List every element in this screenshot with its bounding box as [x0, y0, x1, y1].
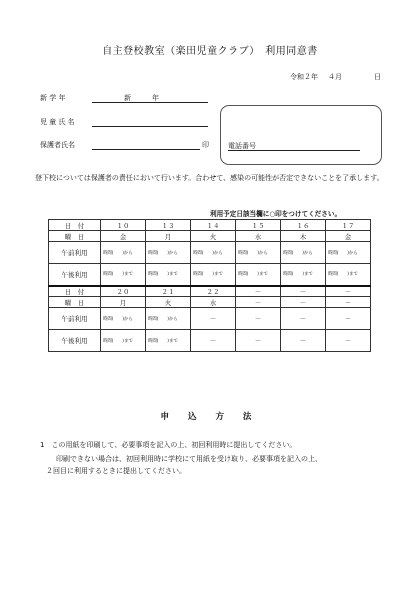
- date-era-year: 令和２年: [290, 73, 318, 81]
- week1-dates-cell: １０: [101, 220, 146, 231]
- week2-weekdays-cell: 月: [101, 297, 146, 308]
- phone-box: [220, 105, 382, 165]
- week2-am-row: [49, 308, 371, 330]
- phone-label: 電話番号: [228, 142, 256, 150]
- week1-pm-cell[interactable]: 時間( )まで: [326, 264, 371, 286]
- week1-am-cell[interactable]: 時間( )から: [326, 242, 371, 264]
- week2-pm-cell: －: [326, 330, 371, 352]
- week1-dates-cell: １５: [236, 220, 281, 231]
- week2-weekdays-cell: －: [326, 297, 371, 308]
- week2-dates-cell: ２２: [191, 286, 236, 297]
- application-heading: 申 込 方 法: [160, 412, 260, 422]
- week1-dates-cell: １３: [146, 220, 191, 231]
- row-label-am: 午前利用: [49, 308, 101, 330]
- week2-weekdays-cell: －: [236, 297, 281, 308]
- row-label-weekday: 曜 日: [49, 297, 101, 308]
- week2-am-cell: －: [326, 308, 371, 330]
- week2-date-row: [49, 286, 371, 297]
- week2-dates-cell: －: [281, 286, 326, 297]
- week2-am-cell[interactable]: 時間( )から: [146, 308, 191, 330]
- row-label-date: 日 付: [49, 220, 101, 231]
- week2-weekdays-cell: －: [281, 297, 326, 308]
- week1-weekdays-cell: 金: [326, 231, 371, 242]
- new-grade-value: 新 年: [124, 94, 159, 102]
- week1-am-cell[interactable]: 時間( )から: [146, 242, 191, 264]
- week2-pm-cell: －: [281, 330, 326, 352]
- guardian-name-label: 保護者氏名: [40, 141, 75, 149]
- week1-weekdays-cell: 水: [236, 231, 281, 242]
- row-label-date: 日 付: [49, 286, 101, 297]
- week2-dates-cell: －: [236, 286, 281, 297]
- week2-am-cell: －: [281, 308, 326, 330]
- week2-am-cell: －: [191, 308, 236, 330]
- week1-pm-cell[interactable]: 時間( )まで: [281, 264, 326, 286]
- week1-dates-cell: １４: [191, 220, 236, 231]
- week1-pm-cell[interactable]: 時間( )まで: [101, 264, 146, 286]
- week1-am-row: [49, 242, 371, 264]
- week1-am-cell[interactable]: 時間( )から: [236, 242, 281, 264]
- row-label-am: 午前利用: [49, 242, 101, 264]
- week1-weekdays-cell: 月: [146, 231, 191, 242]
- week2-pm-cell[interactable]: 時間( )まで: [146, 330, 191, 352]
- week2-pm-row: [49, 330, 371, 352]
- week2-dates-cell: ２０: [101, 286, 146, 297]
- week1-pm-row: [49, 264, 371, 286]
- guardian-name-field[interactable]: [92, 149, 200, 150]
- child-name-field[interactable]: [92, 126, 208, 127]
- date-month: ４月: [328, 73, 342, 81]
- date-day-label: 日: [374, 73, 381, 81]
- consent-text: 登下校については保護者の責任において行います。合わせて、感染の可能性が否定できないことを了承します。: [35, 174, 384, 182]
- row-label-pm: 午後利用: [49, 330, 101, 352]
- week2-pm-cell: －: [191, 330, 236, 352]
- week2-dates-cell: －: [326, 286, 371, 297]
- week1-am-cell[interactable]: 時間( )から: [281, 242, 326, 264]
- week1-weekdays-cell: 金: [101, 231, 146, 242]
- week1-dates-cell: １７: [326, 220, 371, 231]
- application-line-3: ２回目に利用するときに提出してください。: [46, 467, 186, 475]
- new-grade-label: 新 学 年: [40, 94, 66, 102]
- week1-pm-cell[interactable]: 時間( )まで: [146, 264, 191, 286]
- row-label-weekday: 曜 日: [49, 231, 101, 242]
- week2-weekdays-cell: 水: [191, 297, 236, 308]
- week1-dates-cell: １６: [281, 220, 326, 231]
- week1-am-cell[interactable]: 時間( )から: [191, 242, 236, 264]
- seal-mark: 印: [202, 141, 209, 149]
- week2-am-cell: －: [236, 308, 281, 330]
- week2-pm-cell: －: [236, 330, 281, 352]
- week2-am-cell[interactable]: 時間( )から: [101, 308, 146, 330]
- week1-weekday-row: [49, 231, 371, 242]
- week1-am-cell[interactable]: 時間( )から: [101, 242, 146, 264]
- application-line-2: 印刷できない場合は、初回利用時に学校にて用紙を受け取り、必要事項を記入の上、: [56, 455, 322, 463]
- week1-weekdays-cell: 木: [281, 231, 326, 242]
- phone-field[interactable]: [228, 150, 360, 151]
- schedule-table: [48, 219, 371, 352]
- week1-pm-cell[interactable]: 時間( )まで: [236, 264, 281, 286]
- week2-weekdays-cell: 火: [146, 297, 191, 308]
- child-name-label: 児 童 氏 名: [40, 118, 75, 126]
- week2-pm-cell[interactable]: 時間( )まで: [101, 330, 146, 352]
- schedule-note: 利用予定日該当欄に○印をつけてください。: [210, 210, 342, 218]
- week1-weekdays-cell: 火: [191, 231, 236, 242]
- week2-dates-cell: ２１: [146, 286, 191, 297]
- row-label-pm: 午後利用: [49, 264, 101, 286]
- document-title: 自主登校教室（楽田児童クラブ） 利用同意書: [102, 46, 318, 57]
- week2-weekday-row: [49, 297, 371, 308]
- week1-date-row: [49, 220, 371, 231]
- week1-pm-cell[interactable]: 時間( )まで: [191, 264, 236, 286]
- application-line-1: 1 この用紙を印刷して、必要事項を記入の上、初回利用時に提出してください。: [40, 441, 297, 449]
